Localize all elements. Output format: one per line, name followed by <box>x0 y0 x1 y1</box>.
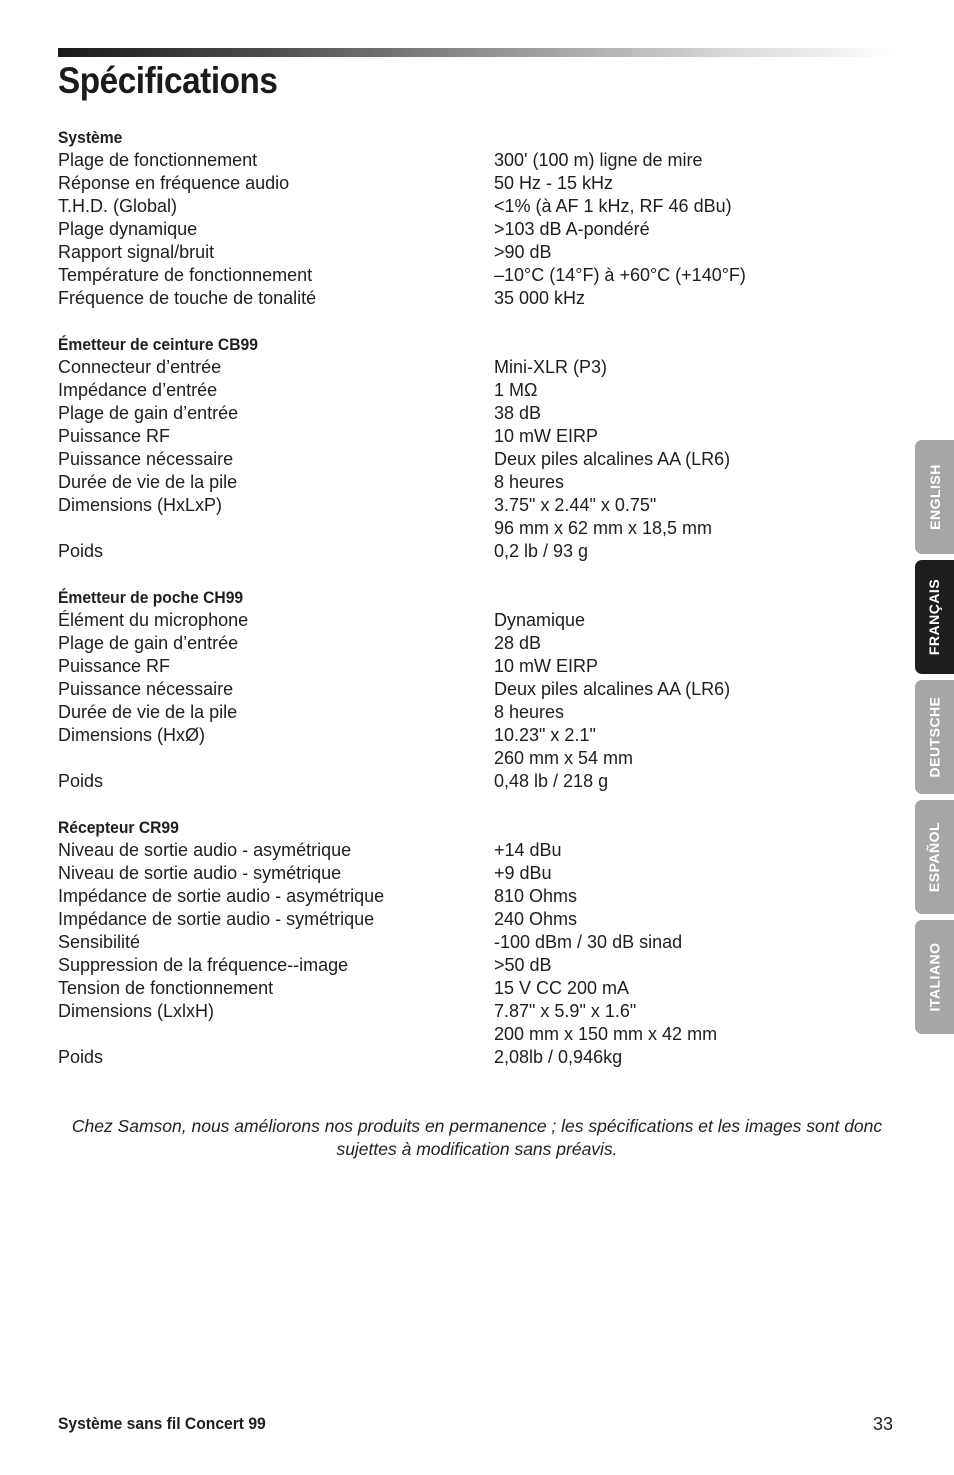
language-tabs <box>915 440 954 1040</box>
spec-label: Plage de fonctionnement <box>58 150 258 170</box>
spec-label: Impédance de sortie audio - symétrique <box>58 909 375 929</box>
spec-section <box>58 333 858 563</box>
spec-row <box>58 402 858 425</box>
spec-label: Dimensions (LxlxH) <box>58 1001 215 1021</box>
spec-label: Puissance RF <box>58 656 171 676</box>
spec-value: Dynamique <box>494 610 586 630</box>
spec-row <box>58 931 858 954</box>
language-tab-label: DEUTSCHE <box>926 696 943 778</box>
spec-row <box>58 494 858 540</box>
spec-label: Durée de vie de la pile <box>58 702 238 722</box>
spec-row <box>58 356 858 379</box>
spec-row <box>58 724 858 770</box>
language-tab-label: FRANÇAIS <box>926 578 943 656</box>
spec-row <box>58 770 858 793</box>
spec-row <box>58 862 858 885</box>
spec-value: 3.75" x 2.44" x 0.75" 96 mm x 62 mm x 18,5 mm <box>494 495 713 538</box>
spec-value: Mini-XLR (P3) <box>494 357 608 377</box>
spec-value: -100 dBm / 30 dB sinad <box>494 932 683 952</box>
spec-section <box>58 586 858 793</box>
spec-value: 8 heures <box>494 702 565 722</box>
spec-label: Puissance nécessaire <box>58 449 234 469</box>
section-title: Émetteur de ceinture CB99 <box>58 335 258 354</box>
spec-value: 240 Ohms <box>494 909 578 929</box>
spec-row <box>58 1000 858 1046</box>
spec-label: Dimensions (HxLxP) <box>58 495 223 515</box>
spec-row <box>58 701 858 724</box>
spec-label: Température de fonctionnement <box>58 265 313 285</box>
spec-row <box>58 241 858 264</box>
spec-value: 10 mW EIRP <box>494 426 599 446</box>
language-tab-deutsche[interactable] <box>915 680 954 794</box>
language-tab-english[interactable] <box>915 440 954 554</box>
spec-label: Puissance nécessaire <box>58 679 234 699</box>
spec-label: Poids <box>58 1047 104 1067</box>
spec-row <box>58 655 858 678</box>
spec-row <box>58 678 858 701</box>
spec-row <box>58 172 858 195</box>
spec-label: Sensibilité <box>58 932 141 952</box>
spec-label: Puissance RF <box>58 426 171 446</box>
spec-row <box>58 149 858 172</box>
language-tab-label: ESPAÑOL <box>926 821 943 893</box>
spec-row <box>58 632 858 655</box>
spec-value: 1 MΩ <box>494 380 538 400</box>
spec-label: Plage de gain d’entrée <box>58 403 239 423</box>
spec-row <box>58 1046 858 1069</box>
spec-row <box>58 471 858 494</box>
spec-value: Deux piles alcalines AA (LR6) <box>494 449 731 469</box>
spec-label: Élément du microphone <box>58 610 249 630</box>
spec-label: Poids <box>58 541 104 561</box>
page-title: Spécifications <box>58 60 278 101</box>
spec-label: Réponse en fréquence audio <box>58 173 290 193</box>
spec-row <box>58 908 858 931</box>
language-tab-label: ENGLISH <box>926 464 943 530</box>
spec-value: 7.87" x 5.9" x 1.6" 200 mm x 150 mm x 42 mm <box>494 1001 718 1044</box>
spec-label: Fréquence de touche de tonalité <box>58 288 317 308</box>
spec-row <box>58 839 858 862</box>
spec-row <box>58 977 858 1000</box>
spec-value: <1% (à AF 1 kHz, RF 46 dBu) <box>494 196 732 216</box>
spec-value: Deux piles alcalines AA (LR6) <box>494 679 731 699</box>
disclaimer-note: Chez Samson, nous améliorons nos produits en permanence ; les spécifications et les images sont donc sujettes à modification sans préavis. <box>71 1115 883 1159</box>
spec-row <box>58 287 858 310</box>
spec-value: 300' (100 m) ligne de mire <box>494 150 703 170</box>
spec-row <box>58 218 858 241</box>
spec-label: Impédance d’entrée <box>58 380 218 400</box>
spec-value: 35 000 kHz <box>494 288 586 308</box>
spec-label: Tension de fonctionnement <box>58 978 274 998</box>
language-tab-label: ITALIANO <box>926 942 943 1012</box>
spec-section <box>58 816 858 1069</box>
spec-label: Impédance de sortie audio - asymétrique <box>58 886 385 906</box>
spec-label: Dimensions (HxØ) <box>58 725 206 745</box>
spec-label: Connecteur d’entrée <box>58 357 222 377</box>
spec-section <box>58 126 858 310</box>
spec-value: 8 heures <box>494 472 565 492</box>
spec-value: 50 Hz - 15 kHz <box>494 173 614 193</box>
spec-row <box>58 195 858 218</box>
footer-product-title: Système sans fil Concert 99 <box>58 1414 266 1433</box>
spec-value: 0,48 lb / 218 g <box>494 771 609 791</box>
spec-value: 2,08lb / 0,946kg <box>494 1047 623 1067</box>
spec-label: Plage dynamique <box>58 219 198 239</box>
spec-label: Plage de gain d’entrée <box>58 633 239 653</box>
spec-value: –10°C (14°F) à +60°C (+140°F) <box>494 265 746 285</box>
spec-value: >90 dB <box>494 242 552 262</box>
spec-value: 810 Ohms <box>494 886 578 906</box>
spec-row <box>58 885 858 908</box>
spec-value: 0,2 lb / 93 g <box>494 541 589 561</box>
spec-value: +14 dBu <box>494 840 562 860</box>
spec-value: +9 dBu <box>494 863 552 883</box>
specifications-list <box>58 126 858 1092</box>
spec-value: >103 dB A-pondéré <box>494 219 650 239</box>
spec-row <box>58 448 858 471</box>
spec-label: Niveau de sortie audio - asymétrique <box>58 840 352 860</box>
page-number: 33 <box>872 1414 893 1434</box>
section-title: Système <box>58 128 123 147</box>
language-tab-français[interactable] <box>915 560 954 674</box>
spec-row <box>58 954 858 977</box>
header-gradient-bar <box>58 48 896 57</box>
spec-row <box>58 425 858 448</box>
spec-value: 28 dB <box>494 633 542 653</box>
spec-row <box>58 379 858 402</box>
spec-label: Durée de vie de la pile <box>58 472 238 492</box>
spec-label: Poids <box>58 771 104 791</box>
spec-value: 38 dB <box>494 403 542 423</box>
spec-label: T.H.D. (Global) <box>58 196 178 216</box>
spec-row <box>58 540 858 563</box>
section-title: Récepteur CR99 <box>58 818 179 837</box>
section-title: Émetteur de poche CH99 <box>58 588 244 607</box>
spec-label: Rapport signal/bruit <box>58 242 215 262</box>
spec-value: 10 mW EIRP <box>494 656 599 676</box>
language-tab-italiano[interactable] <box>915 920 954 1034</box>
spec-value: >50 dB <box>494 955 552 975</box>
spec-label: Suppression de la fréquence--image <box>58 955 349 975</box>
language-tab-español[interactable] <box>915 800 954 914</box>
spec-value: 15 V CC 200 mA <box>494 978 630 998</box>
spec-value: 10.23" x 2.1" 260 mm x 54 mm <box>494 725 634 768</box>
spec-label: Niveau de sortie audio - symétrique <box>58 863 342 883</box>
spec-row <box>58 264 858 287</box>
spec-row <box>58 609 858 632</box>
